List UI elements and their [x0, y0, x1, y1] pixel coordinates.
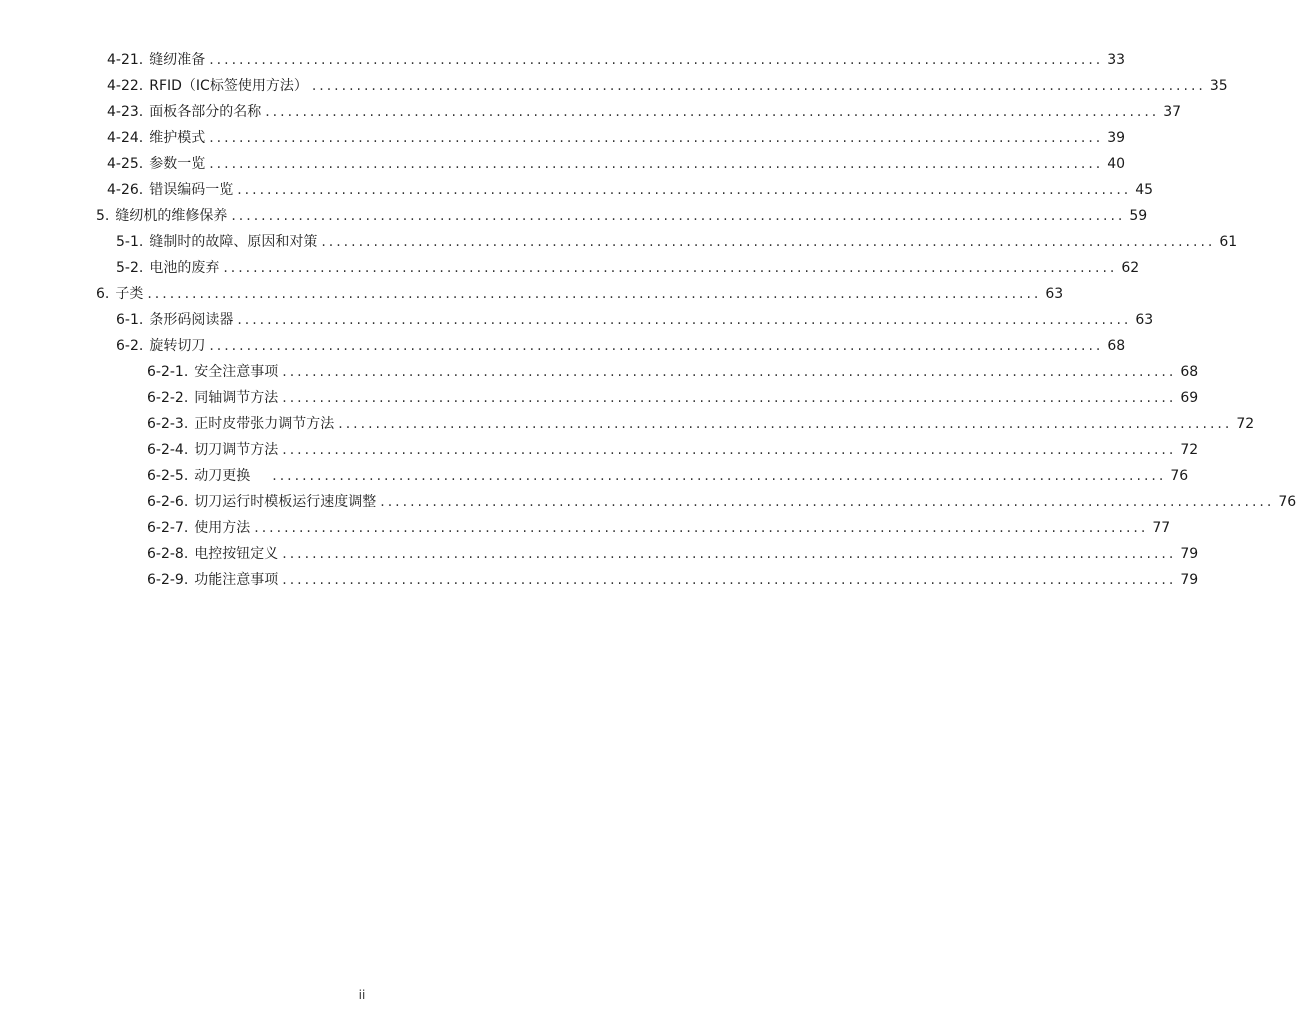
toc-title: 面板各部分的名称 [149, 104, 262, 120]
toc-page: 62 [1121, 260, 1140, 276]
toc-title: RFID（IC标签使用方法） [149, 78, 308, 94]
toc-title: 缝纫准备 [149, 52, 206, 68]
toc-leader: ........................................................................................................................ [282, 364, 1177, 380]
toc-page: 72 [1180, 442, 1199, 458]
toc-entry-6-2[interactable] [116, 333, 1126, 359]
toc-page: 76 [1170, 468, 1189, 484]
toc-entry-6-2-1[interactable] [147, 359, 1199, 385]
toc-entry-6-2-9[interactable] [147, 567, 1199, 593]
toc-number: 4-23. [107, 104, 144, 120]
toc-entry-6-2-7[interactable] [147, 515, 1171, 541]
toc-entry-6-2-6[interactable] [147, 489, 1296, 515]
toc-title: 切刀调节方法 [194, 442, 279, 458]
toc-title: 子类 [115, 286, 144, 302]
toc-page: 61 [1219, 234, 1238, 250]
toc-leader: ........................................................................................................................ [209, 338, 1104, 354]
toc-leader: ........................................................................................................................ [237, 312, 1132, 328]
toc-number: 6-2-3. [147, 416, 189, 432]
toc-page: 76 [1278, 494, 1296, 510]
toc-number: 4-21. [107, 52, 144, 68]
toc-page: 72 [1236, 416, 1255, 432]
toc-leader: ........................................................................................................................ [209, 130, 1104, 146]
toc-page: 40 [1107, 156, 1126, 172]
toc-entry-5-1[interactable] [116, 229, 1238, 255]
toc-number: 4-22. [107, 78, 144, 94]
toc-number: 6-2-6. [147, 494, 189, 510]
toc-page: 33 [1107, 52, 1126, 68]
toc-entry-4-22[interactable] [107, 73, 1228, 99]
toc-entry-6-1[interactable] [116, 307, 1154, 333]
toc-entry-4-23[interactable] [107, 99, 1182, 125]
toc-leader: ........................................................................................................................ [209, 156, 1104, 172]
toc-entry-6-2-8[interactable] [147, 541, 1199, 567]
toc-page: 59 [1129, 208, 1148, 224]
toc-page: 35 [1209, 78, 1228, 94]
toc-leader: ........................................................................................................................ [282, 442, 1177, 458]
toc-title: 功能注意事项 [194, 572, 279, 588]
toc-entry-6[interactable] [96, 281, 1064, 307]
toc-leader: ........................................................................................................................ [282, 572, 1177, 588]
toc-entry-4-21[interactable] [107, 47, 1126, 73]
toc-page: 37 [1163, 104, 1182, 120]
toc-leader: ........................................................................................................................ [282, 390, 1177, 406]
toc-leader: ........................................................................................................................ [311, 78, 1206, 94]
toc-leader: ........................................................................................................................ [209, 52, 1104, 68]
toc-title: 缝制时的故障、原因和对策 [149, 234, 318, 250]
toc-title: 条形码阅读器 [149, 312, 234, 328]
toc-title: 正时皮带张力调节方法 [194, 416, 335, 432]
toc-entry-6-2-4[interactable] [147, 437, 1199, 463]
toc-leader: ........................................................................................................................ [272, 468, 1167, 484]
toc-leader: ........................................................................................................................ [338, 416, 1233, 432]
toc-leader: ........................................................................................................................ [231, 208, 1126, 224]
toc-entry-5[interactable] [96, 203, 1148, 229]
toc-leader: ........................................................................................................................ [321, 234, 1216, 250]
toc-title: 电池的废弃 [149, 260, 220, 276]
toc-page: 77 [1152, 520, 1171, 536]
toc-leader: ........................................................................................................................ [265, 104, 1160, 120]
toc-number: 6-2-7. [147, 520, 189, 536]
toc-page: 79 [1180, 572, 1199, 588]
toc-title: 旋转切刀 [149, 338, 206, 354]
toc-entry-4-25[interactable] [107, 151, 1126, 177]
toc-number: 5-1. [116, 234, 144, 250]
toc-leader: ........................................................................................................................ [380, 494, 1275, 510]
toc-leader: ........................................................................................................................ [147, 286, 1042, 302]
toc-entry-6-2-3[interactable] [147, 411, 1255, 437]
toc-number: 6-1. [116, 312, 144, 328]
toc-page: 63 [1045, 286, 1064, 302]
toc-title: 参数一览 [149, 156, 206, 172]
toc-entry-6-2-2[interactable] [147, 385, 1199, 411]
toc-title: 缝纫机的维修保养 [115, 208, 228, 224]
toc-page: 45 [1135, 182, 1154, 198]
toc-entry-4-26[interactable] [107, 177, 1154, 203]
toc-number: 4-24. [107, 130, 144, 146]
toc-title: 同轴调节方法 [194, 390, 279, 406]
toc-number: 4-26. [107, 182, 144, 198]
toc-number: 6-2. [116, 338, 144, 354]
toc-number: 6-2-9. [147, 572, 189, 588]
toc-number: 5. [96, 208, 110, 224]
toc-number: 6-2-5. [147, 468, 189, 484]
toc-number: 5-2. [116, 260, 144, 276]
toc-leader: ........................................................................................................................ [223, 260, 1118, 276]
toc-title: 错误编码一览 [149, 182, 234, 198]
toc-title: 安全注意事项 [194, 364, 279, 380]
toc-number: 6-2-1. [147, 364, 189, 380]
toc-entry-4-24[interactable] [107, 125, 1126, 151]
toc-leader: ........................................................................................................................ [254, 520, 1149, 536]
toc-title: 维护模式 [149, 130, 206, 146]
page-footer-number: ii [358, 988, 366, 1002]
toc-leader: ........................................................................................................................ [282, 546, 1177, 562]
toc-number: 6. [96, 286, 110, 302]
toc-page: 79 [1180, 546, 1199, 562]
toc-title: 切刀运行时模板运行速度调整 [194, 494, 377, 510]
toc-page: 68 [1107, 338, 1126, 354]
toc-page: 63 [1135, 312, 1154, 328]
toc-title: 电控按钮定义 [194, 546, 279, 562]
toc-number: 6-2-2. [147, 390, 189, 406]
toc-entry-5-2[interactable] [116, 255, 1140, 281]
toc-page: 39 [1107, 130, 1126, 146]
toc-title: 动刀更换 [194, 468, 251, 484]
toc-number: 4-25. [107, 156, 144, 172]
toc-page: 68 [1180, 364, 1199, 380]
toc-number: 6-2-8. [147, 546, 189, 562]
toc-title: 使用方法 [194, 520, 251, 536]
toc-page: 69 [1180, 390, 1199, 406]
toc-leader: ........................................................................................................................ [237, 182, 1132, 198]
toc-number: 6-2-4. [147, 442, 189, 458]
toc-entry-6-2-5[interactable] [147, 463, 1189, 489]
